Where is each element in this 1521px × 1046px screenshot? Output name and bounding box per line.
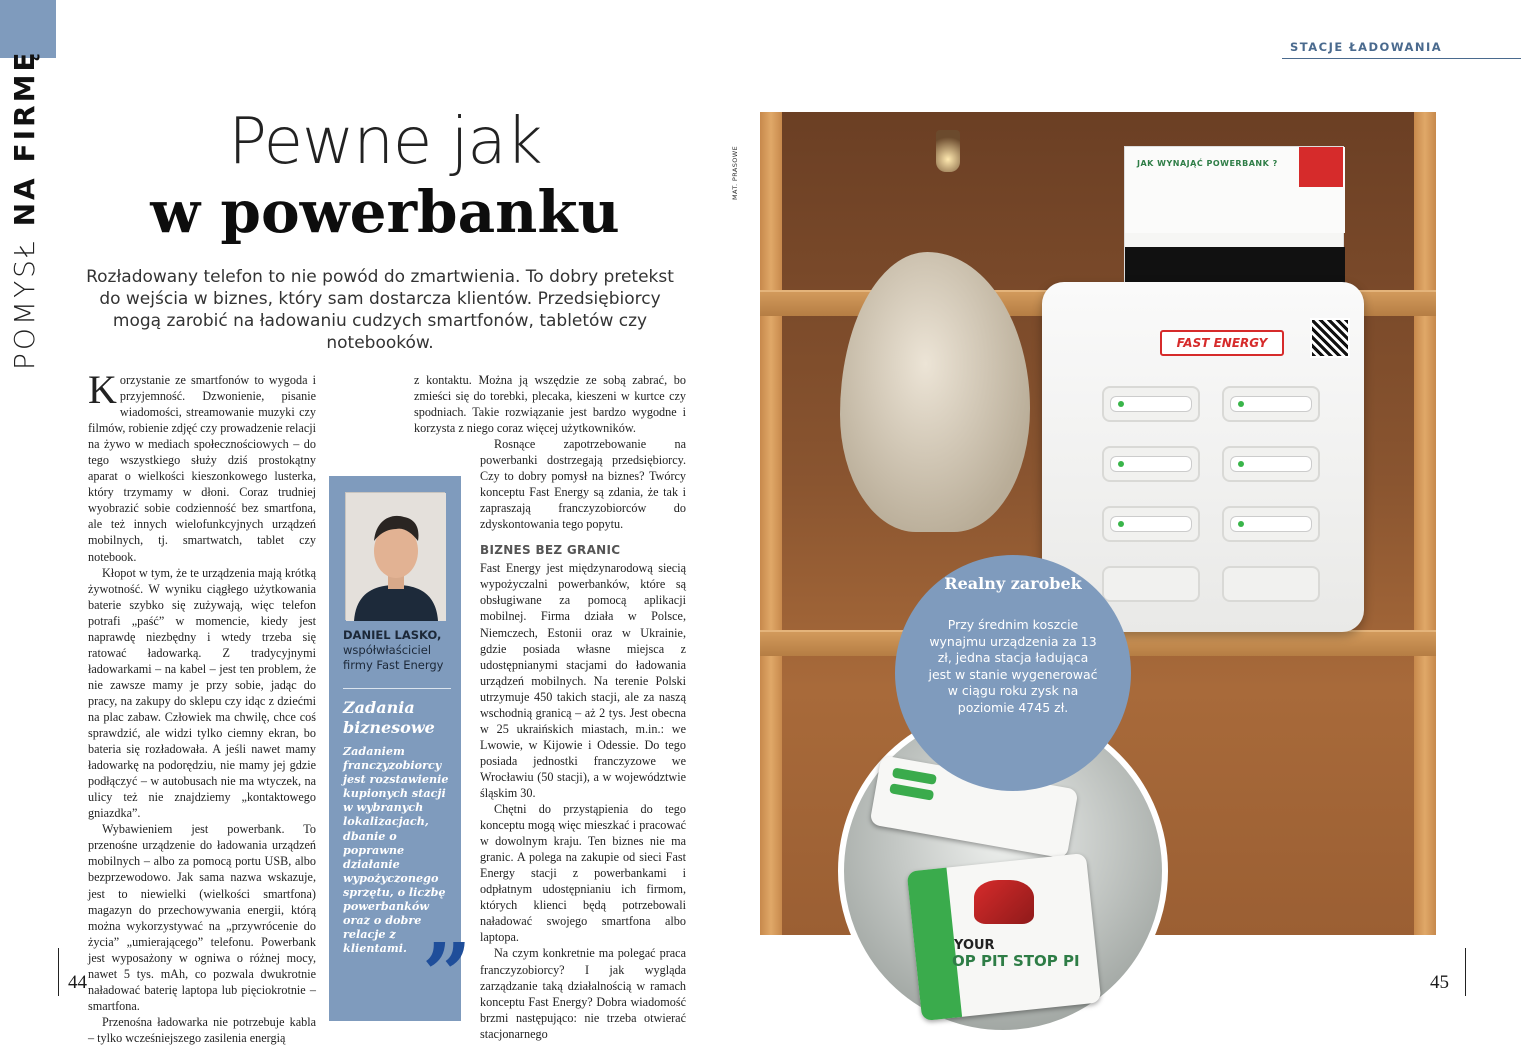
section-label-light: POMYSŁ (8, 238, 41, 370)
stat-callout (895, 555, 1131, 791)
powerbank-label-your: YOUR (954, 938, 995, 953)
headline-line2: w powerbanku (150, 178, 620, 246)
section-label-bold: NA FIRMĘ (8, 49, 41, 227)
sign-corner-badge (1299, 147, 1343, 187)
caption-name: DANIEL LASKO, (343, 628, 442, 642)
race-car-graphic (974, 880, 1034, 924)
page-number-left: 44 (68, 972, 87, 993)
article-paragraph: Chętni do przystąpienia do tego konceptu mogą więc mieszkać i pracować w dowolnym kraju. Ten biznes nie ma granic. A polega na zakupie od sieci Fast Energy stacji z powerbankami i odpłatnym udostępnianiu ich firmom, których klienci będą potrzebowali naładować swojego smartfona albo laptopa. (480, 802, 686, 945)
article-paragraph: Kłopot w tym, że te urządzenia mają krótką żywotność. W wyniku ciągłego użytkowania baterie szybko się zużywają, więc telefon potrafi „paść” w momencie, kiedy jest naprawdę niezbędny i wtedy trzeba się ratować ładowarką. Z tradycyjnymi ładowarkami – na kabel – jest ten problem, że nie zawsze mamy je przy sobie, jadąc do pracy, na zakupy do sklepu czy idąc z dziećmi na plac zabaw. Człowiek ma chwilę, chce coś sprawdzić, ale widzi tylko ciemny ekran, bo bateria się rozładowała. A jeśli nawet mamy ładowarkę na podorędziu, nie mamy jej gdzie podłączyć – w autobusach nie ma wtyczek, na ulicy też nie znajdziemy „kontaktowego gniazdka”. (88, 565, 316, 821)
powerbank-slot (1102, 506, 1200, 542)
powerbank-slot (1102, 446, 1200, 482)
brand-logo: FAST ENERGY (1160, 330, 1284, 356)
article-column-2 (480, 436, 686, 1042)
shelf-post (1414, 112, 1436, 935)
article-paragraph: z kontaktu. Można ją wszędzie ze sobą zabrać, bo zmieści się do torebki, plecaka, kieszeni w kurtce czy spodniach. Takie rozwiązanie jest bardzo wygodne i korzysta z niego coraz więcej użytkowników. (414, 373, 686, 436)
powerbank-device (907, 853, 1102, 1021)
article-paragraph: Rosnące zapotrzebowanie na powerbanki dostrzegają przedsiębiorcy. Czy to dobry pomysł na biznes? Twórcy konceptu Fast Energy są zdania, że tak i zapraszają franczyzobiorców do zdyskontowania tego popytu. (480, 437, 686, 532)
person-icon (346, 493, 446, 621)
sidebar-divider (343, 688, 451, 689)
stat-body: Przy średnim koszcie wynajmu urządzenia za 13 zł, jedna stacja ładująca jest w stanie wygenerować w ciągu roku zysk na poziomie 4745 zł. (928, 617, 1098, 715)
page-number-rule-left (58, 948, 59, 996)
section-header-rule (1282, 58, 1521, 59)
article-paragraph: Na czym konkretnie ma polegać praca franczyzobiorcy? I jak wygląda zarządzanie taką działalnością w ramach konceptu Fast Energy? Dobra wiadomość brzmi następująco: nie trzeba otwierać stacjonarnego (480, 946, 686, 1041)
powerbank-slot (1222, 386, 1320, 422)
sidebar-title: Zadania biznesowe (343, 698, 435, 737)
powerbank-slot (1222, 506, 1320, 542)
paragraph-text: orzystanie ze smartfonów to wygoda i przyjemność. Dzwonienie, pisanie wiadomości, streamowanie muzyki czy filmów, robienie zdjęć czy prowadzenie relacji na żywo w mediach społecznościowych – do tego wszystkiego służy dziś prostokątny aparat o wielkości kieszonkowego lusterka, który trzymamy w dłoni. Coraz trudniej wyobrazić sobie codzienność bez smartfona, ale też innych wielofunkcyjnych urządzeń mobilnych, tj. smartwatch, tablet czy notebook. (88, 373, 316, 564)
subheading: BIZNES BEZ GRANIC (480, 543, 621, 558)
article-column-2-top (414, 372, 686, 436)
lead-paragraph: Rozładowany telefon to nie powód do zmartwienia. To dobry pretekst do wejścia w biznes, który sam dostarcza klientów. Przedsiębiorcy mogą zarobić na ładowaniu cudzych smartfonów, tabletów czy notebooków. (86, 267, 674, 353)
portrait-photo (345, 492, 445, 620)
portrait-caption (343, 628, 459, 673)
headline-line1: Pewne jak (228, 105, 542, 179)
caption-role: współwłaściciel firmy Fast Energy (343, 643, 444, 672)
page-number-rule-right (1465, 948, 1466, 996)
powerbank-slot-empty (1222, 566, 1320, 602)
page-number-right: 45 (1430, 972, 1449, 993)
qr-code-icon (1310, 318, 1350, 358)
section-header-label: STACJE ŁADOWANIA (1290, 40, 1443, 54)
powerbank-label-pit-stop: OP PIT STOP PI (952, 952, 1080, 970)
article-paragraph: Wybawieniem jest powerbank. To przenośne urządzenie do ładowania urządzeń mobilnych – albo za pomocą portu USB, albo bezprzewodowo. Jak sama nazwa wskazuje, jest to niewielki (wielkości smartfona) magazyn do przechowywania energii, którą można wykorzystywać na „przywrócenie do życia” „umierającego” telefonu. Powerbank jest wyposażony w ogniwa o różnej mocy, nawet 5 tys. mAh, co pozwala dwukrotnie naładować baterię laptopa lub pięciokrotnie – smartfona. (88, 822, 316, 1013)
section-label (8, 50, 48, 370)
powerbank-slot (1102, 386, 1200, 422)
powerbank-slot (1222, 446, 1320, 482)
article-paragraph: Przenośna ładowarka nie potrzebuje kabla – tylko wcześniejszego zasilenia energią (88, 1014, 316, 1045)
shelf-post (760, 112, 782, 935)
stat-title: Realny zarobek (944, 574, 1082, 593)
article-column-1 (88, 367, 316, 1046)
headline (110, 105, 660, 248)
article-paragraph: Fast Energy jest międzynarodową siecią wypożyczalni powerbanków, które są obsługiwane za pomocą aplikacji mobilnej. Firma działa w Polsce, Niemczech, Estonii oraz w Ukrainie, gdzie posiada własne miejsca z udostępnianymi stacjami do ładowania urządzeń mobilnych. Na terenie Polski utrzymuje 450 takich stacji, ale za naszą wschodnią granicą – aż 2 tys. Jest obecna w 25 ukraińskich miastach, m.in.: we Lwowie, w Kijowie i Odessie. Do tego posiada jednostki franczyzowe we Wrocławiu (50 stacji), a w województwie śląskim 30. (480, 561, 686, 800)
lamp-icon (936, 130, 960, 172)
sign-title: JAK WYNAJĄĆ POWERBANK ? (1137, 159, 1278, 168)
photo-credit: MAT. PRASOWE (731, 145, 739, 200)
drop-cap: K (88, 367, 117, 412)
sidebar-body: Zadaniem franczyzobiorcy jest rozstawienie kupionych stacji w wybranych lokalizacjach, dbanie o poprawne działanie wypożyczonego sprzętu, o liczbę powerbanków oraz o dobre relacje z klientami. (343, 744, 449, 956)
instruction-sign (1124, 146, 1344, 296)
article-paragraph (88, 367, 316, 565)
quote-mark-icon: ” (422, 925, 472, 1026)
